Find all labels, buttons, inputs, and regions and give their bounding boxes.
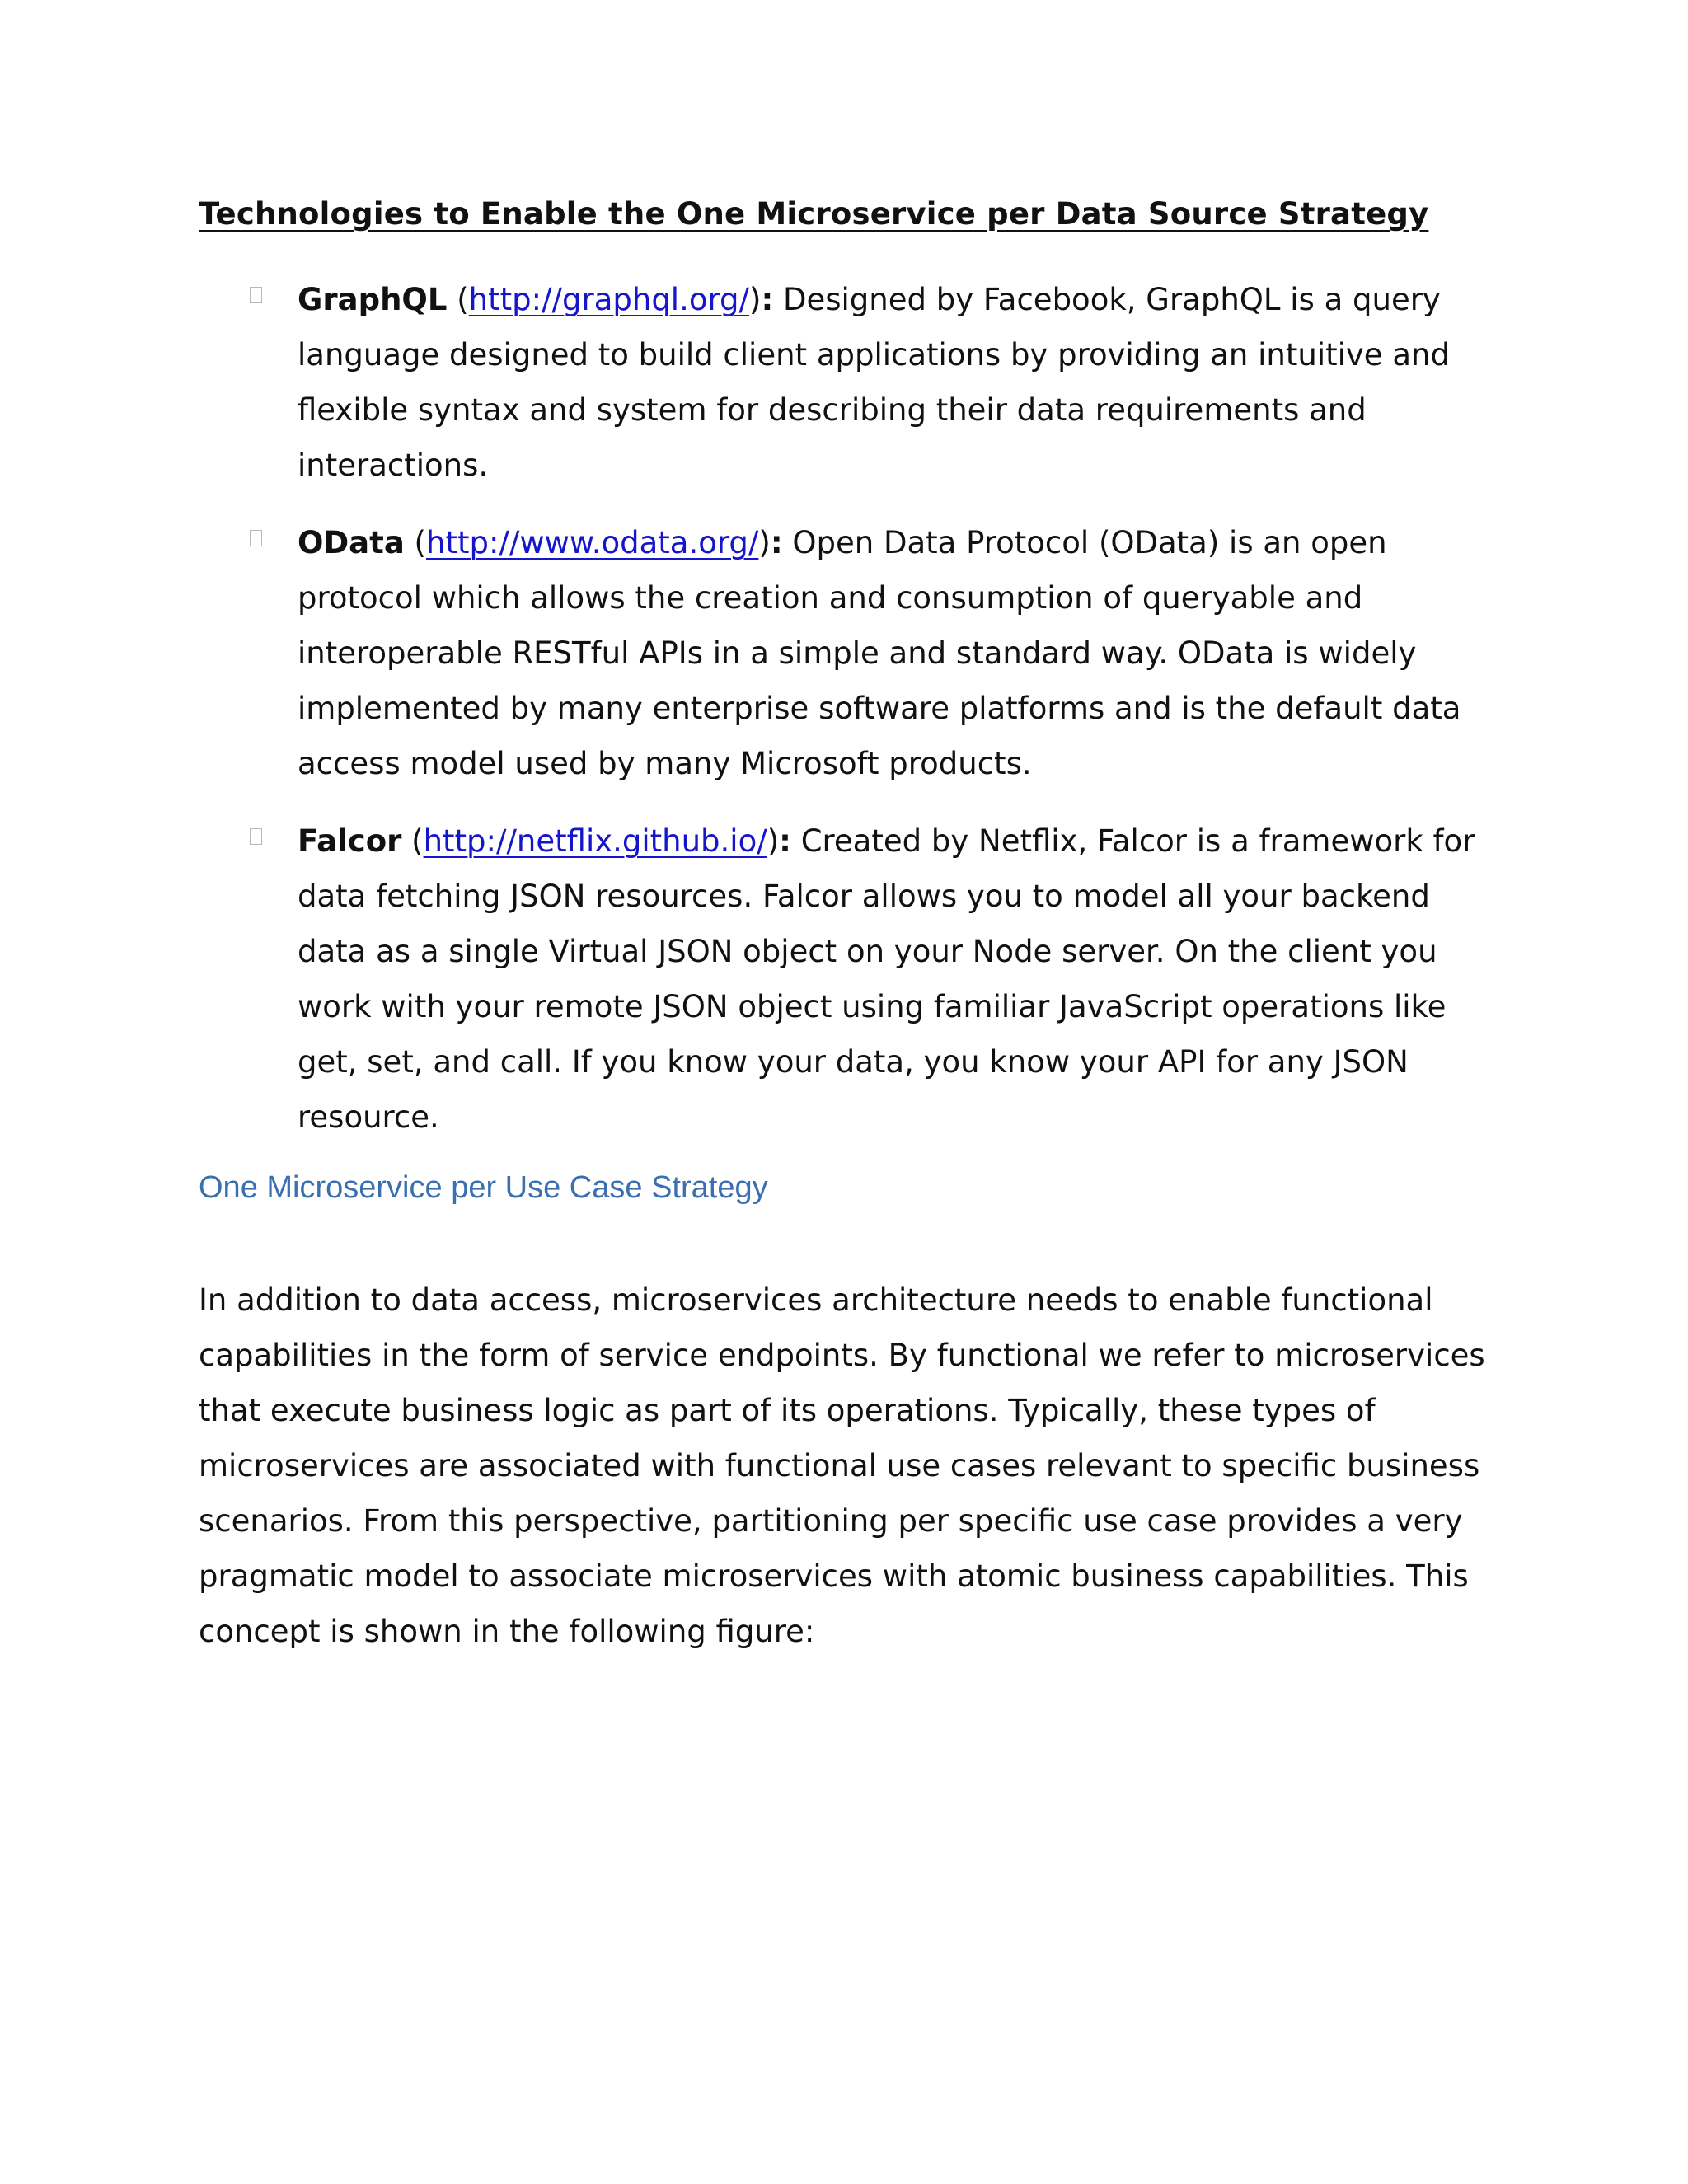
list-item <box>199 272 1468 493</box>
list-item-text: OData (http://www.odata.org/): Open Data Protocol (OData) is an open protocol which allows the creation and consumption of queryable and interoperable RESTful APIs in a simple and standard way. OData is widely implemented by many enterprise software platforms and is the default data access model used by many Microsoft products. <box>298 525 1461 781</box>
section-heading: Technologies to Enable the One Microservice per Data Source Strategy <box>199 196 1429 232</box>
bullet-box-icon <box>250 530 262 546</box>
section-subheading: One Microservice per Use Case Strategy <box>199 1170 768 1205</box>
technology-list <box>199 272 1475 1167</box>
bullet-box-icon <box>250 287 262 303</box>
term-label: OData <box>298 525 405 560</box>
description-text: Open Data Protocol (OData) is an open protocol which allows the creation and consumption of queryable and interoperable RESTful APIs in a simple and standard way. OData is widely implemented by many enterprise software platforms and is the default data access model used by many Microsoft products. <box>298 525 1461 781</box>
list-item <box>199 813 1475 1145</box>
description-text: Created by Netflix, Falcor is a framework for data fetching JSON resources. Falcor allows you to model all your backend data as a single Virtual JSON object on your Node server. On the client you work with your remote JSON object using familiar JavaScript operations like get, set, and call. If you know your data, you know your API for any JSON resource. <box>298 823 1475 1135</box>
odata-link[interactable]: http://www.odata.org/ <box>426 525 759 560</box>
list-item-text: Falcor (http://netflix.github.io/): Created by Netflix, Falcor is a framework for data fetching JSON resources. Falcor allows you to model all your backend data as a single Virtual JSON object on your Node server. On the client you work with your remote JSON object using familiar JavaScript operations like get, set, and call. If you know your data, you know your API for any JSON resource. <box>298 823 1475 1135</box>
term-label: Falcor <box>298 823 402 859</box>
graphql-link[interactable]: http://graphql.org/ <box>468 282 749 317</box>
list-item-text: GraphQL (http://graphql.org/): Designed by Facebook, GraphQL is a query language designed to build client applications by providing an intuitive and flexible syntax and system for describing their data requirements and interactions. <box>298 282 1450 483</box>
term-label: GraphQL <box>298 282 448 317</box>
bullet-box-icon <box>250 828 262 845</box>
list-item <box>199 515 1468 791</box>
body-paragraph: In addition to data access, microservices architecture needs to enable functional capabilities in the form of service endpoints. By functional we refer to microservices that execute business logic as part of its operations. Typically, these types of microservices are associated with functional use cases relevant to specific business scenarios. From this perspective, partitioning per specific use case provides a very pragmatic model to associate microservices with atomic business capabilities. This concept is shown in the following figure: <box>199 1282 1485 1649</box>
description-text: Designed by Facebook, GraphQL is a query language designed to build client applications by providing an intuitive and flexible syntax and system for describing their data requirements and interactions. <box>298 282 1450 483</box>
falcor-link[interactable]: http://netflix.github.io/ <box>423 823 767 859</box>
